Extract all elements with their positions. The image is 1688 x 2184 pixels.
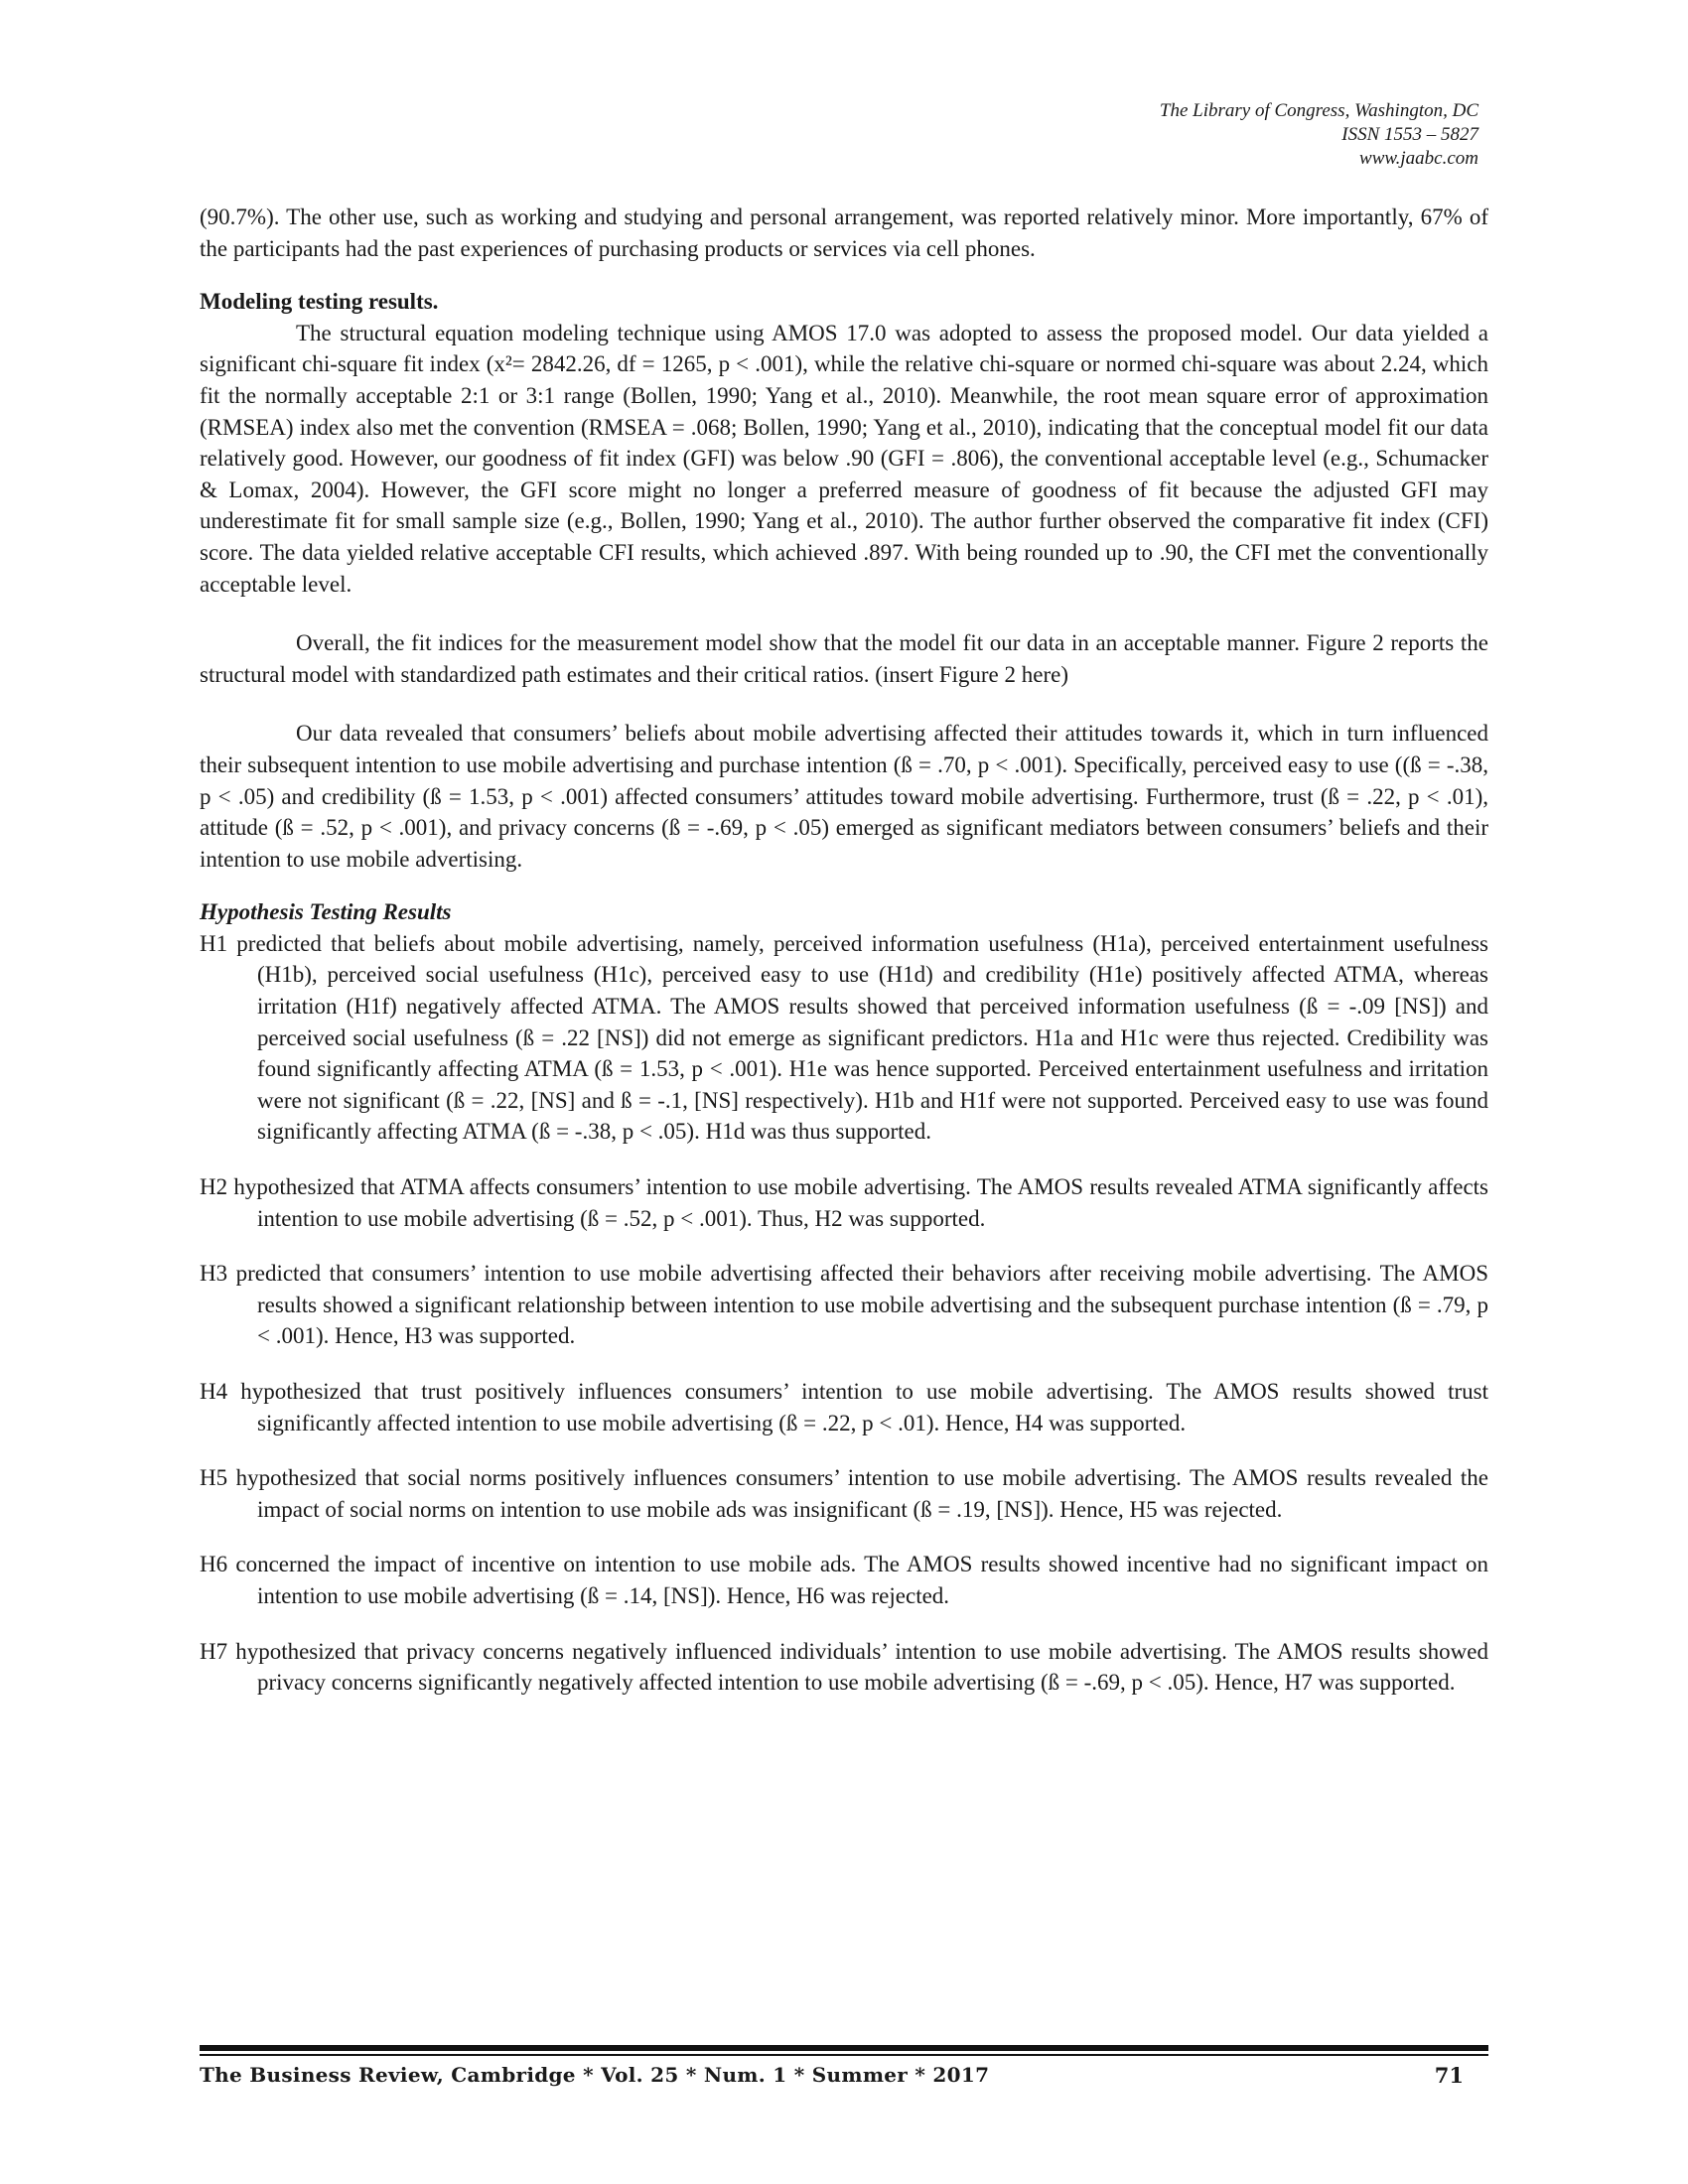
hypothesis-h4: H4 hypothesized that trust positively influences consumers’ intention to use mobile advertising. The AMOS results showed trust significantly affected intention to use mobile advertising (ß = .22, p < .01). Hence, H4 was supported. [200,1379,1488,1435]
hypothesis-h6: H6 concerned the impact of incentive on intention to use mobile ads. The AMOS results showed incentive had no significant impact on intention to use mobile advertising (ß = .14, [NS]). Hence, H6 was rejected. [200,1552,1488,1608]
header-publisher: The Library of Congress, Washington, DC [1159,100,1478,121]
hypothesis-h7: H7 hypothesized that privacy concerns negatively influenced individuals’ intention to use mobile advertising. The AMOS results showed privacy concerns significantly negatively affected intention to use mobile advertising (ß = -.69, p < .05). Hence, H7 was supported. [200,1638,1488,1696]
beliefs-paragraph: Our data revealed that consumers’ beliefs about mobile advertising affected their attitudes towards it, which in turn influenced their subsequent intention to use mobile advertising and purchase intention (ß = .70, p < .001). Specifically, perceived easy to use ((ß = -.38, p < .05) and credibility (ß = 1.53, p < .001) affected consumers’ attitudes toward mobile advertising. Furthermore, trust (ß = .22, p < .01), attitude (ß = .52, p < .001), and privacy concerns (ß = -.69, p < .05) emerged as significant mediators between consumers’ beliefs and their intention to use mobile advertising. [200,721,1488,872]
hypothesis-h2: H2 hypothesized that ATMA affects consumers’ intention to use mobile advertising. The AMOS results revealed ATMA significantly affects intention to use mobile advertising (ß = .52, p < .001). Thus, H2 was supported. [200,1174,1488,1231]
modeling-paragraph: The structural equation modeling technique using AMOS 17.0 was adopted to assess the proposed model. Our data yielded a significant chi-square fit index (x²= 2842.26, df = 1265, p < .001), while the relative chi-square or normed chi-square was about 2.24, which fit the normally acceptable 2:1 or 3:1 range (Bollen, 1990; Yang et al., 2010). Meanwhile, the root mean square error of approximation (RMSEA) index also met the convention (RMSEA = .068; Bollen, 1990; Yang et al., 2010), indicating that the conceptual model fit our data relatively good. However, our goodness of fit index (GFI) was below .90 (GFI = .806), the conventional acceptable level (e.g., Schumacker & Lomax, 2004). However, the GFI score might no longer a preferred measure of goodness of fit because the adjusted GFI may underestimate fit for small sample size (e.g., Bollen, 1990; Yang et al., 2010). The author further observed the comparative fit index (CFI) score. The data yielded relative acceptable CFI results, which achieved .897. With being rounded up to .90, the CFI met the conventionally acceptable level. [200,320,1488,597]
intro-paragraph: (90.7%). The other use, such as working and studying and personal arrangement, was reported relatively minor. More importantly, 67% of the participants had the past experiences of purchasing products or services via cell phones. [200,205,1488,261]
hypothesis-h5: H5 hypothesized that social norms positively influences consumers’ intention to use mobile advertising. The AMOS results revealed the impact of social norms on intention to use mobile ads was insignificant (ß = .19, [NS]). Hence, H5 was rejected. [200,1465,1488,1522]
header-website: www.jaabc.com [1359,148,1478,169]
footer-journal-info: The Business Review, Cambridge * Vol. 25 * Num. 1 * Summer * 2017 [200,2063,990,2087]
modeling-heading: Modeling testing results. [200,289,439,315]
hypothesis-h3: H3 predicted that consumers’ intention to use mobile advertising affected their behaviors after receiving mobile advertising. The AMOS results showed a significant relationship between intention to use mobile advertising and the subsequent purchase intention (ß = .79, p < .001). Hence, H3 was supported. [200,1261,1488,1349]
overall-paragraph: Overall, the fit indices for the measurement model show that the model fit our data in an acceptable manner. Figure 2 reports the structural model with standardized path estimates and their critical ratios. (insert Figure 2 here) [200,630,1488,687]
page-content [200,202,1488,1722]
hypothesis-h1: H1 predicted that beliefs about mobile advertising, namely, perceived information usefulness (H1a), perceived entertainment usefulness (H1b), perceived social usefulness (H1c), perceived easy to use (H1d) and credibility (H1e) positively affected ATMA, whereas irritation (H1f) negatively affected ATMA. The AMOS results showed that perceived information usefulness (ß = -.09 [NS]) and perceived social usefulness (ß = .22 [NS]) did not emerge as significant predictors. H1a and H1c were thus rejected. Credibility was found significantly affecting ATMA (ß = 1.53, p < .001). H1e was hence supported. Perceived entertainment usefulness and irritation were not significant (ß = .22, [NS] and ß = -.1, [NS] respectively). H1b and H1f were not supported. Perceived easy to use was found significantly affecting ATMA (ß = -.38, p < .05). H1d was thus supported. [200,930,1488,1145]
header-issn: ISSN 1553 – 5827 [1341,124,1478,145]
running-header [883,99,1478,171]
footer-divider-thin [200,2054,1488,2056]
page-number: 71 [1434,2063,1464,2088]
hypothesis-heading: Hypothesis Testing Results [200,899,452,925]
footer-divider-thick [200,2045,1488,2051]
